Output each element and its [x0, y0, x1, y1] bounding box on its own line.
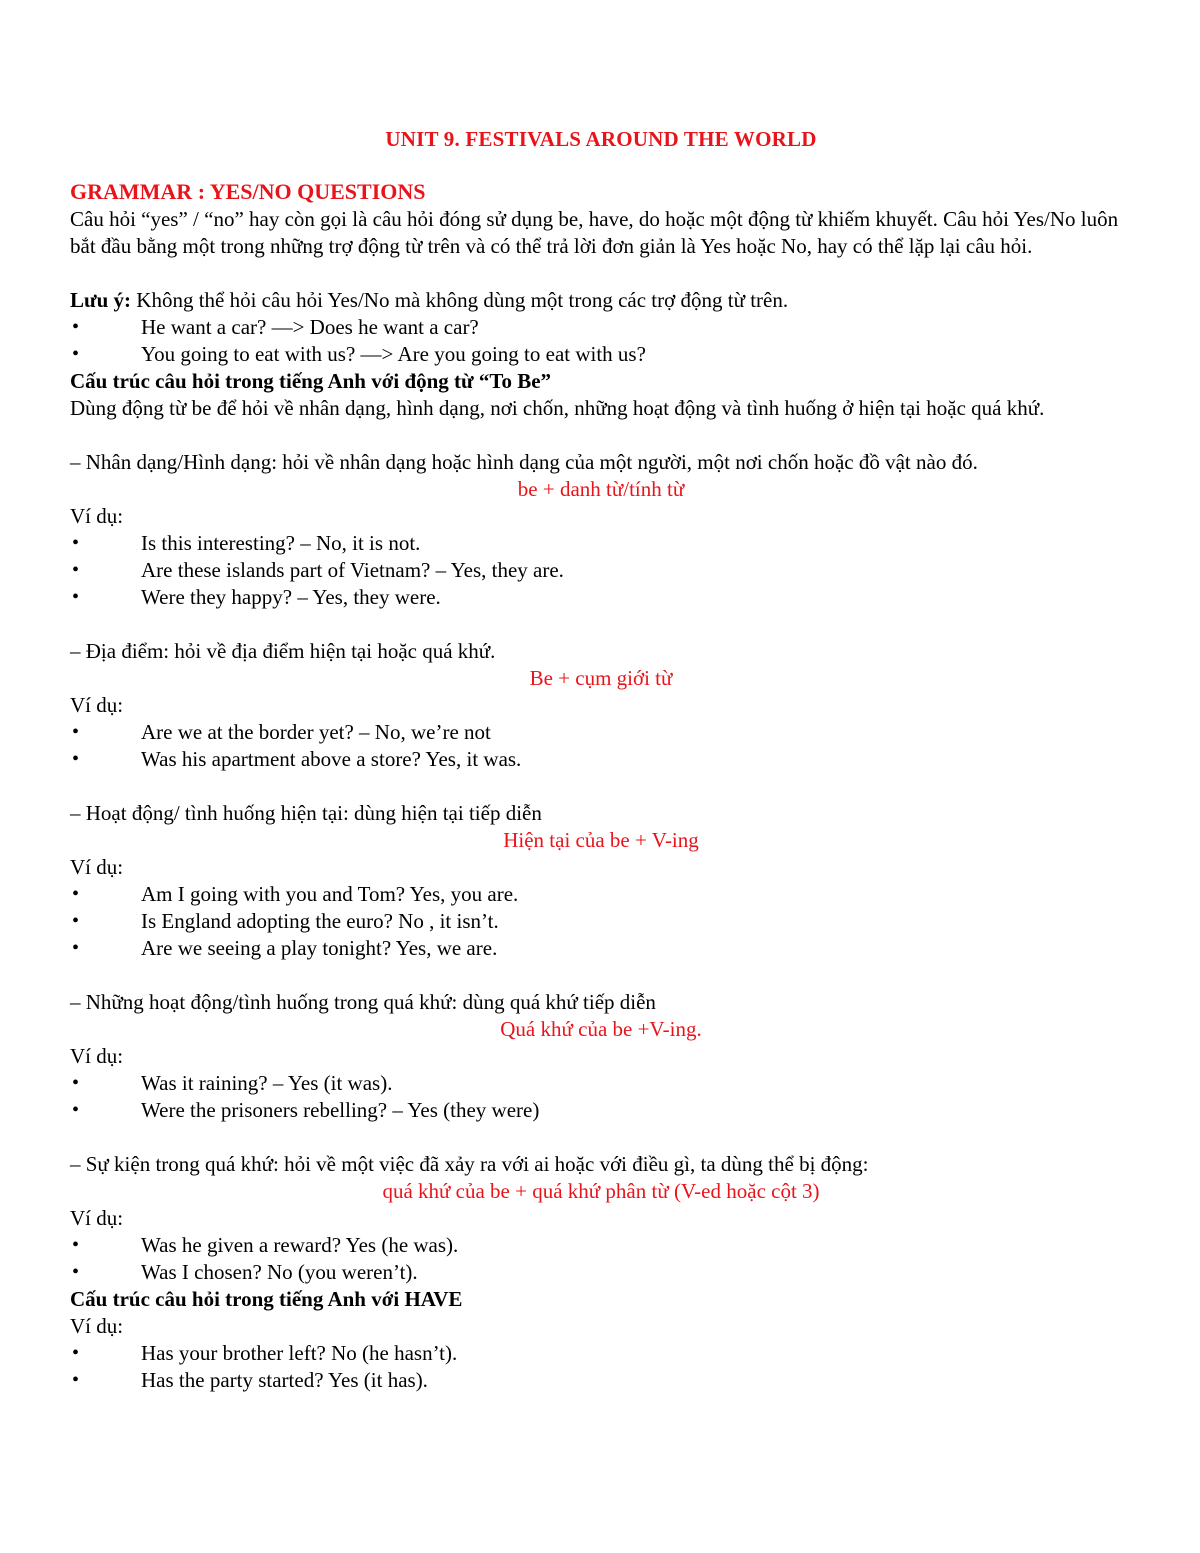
example-label: Ví dụ:: [70, 504, 124, 528]
tobe-description: Dùng động từ be để hỏi về nhân dạng, hình dạng, nơi chốn, những hoạt động và tình huống ở hiện tại hoặc quá khứ.: [70, 396, 1045, 420]
intro-paragraph: Câu hỏi “yes” / “no” hay còn gọi là câu hỏi đóng sử dụng be, have, do hoặc một động từ khiếm khuyết. Câu hỏi Yes/No luôn bắt đầu bằng một trong những trợ động từ trên và có thể trả lời đơn giản là Yes hoặc No, hay có thể lặp lại câu hỏi.: [70, 207, 1119, 258]
list-item: [70, 935, 1132, 962]
section-description: – Nhân dạng/Hình dạng: hỏi về nhân dạng hoặc hình dạng của một người, một nơi chốn hoặc đồ vật nào đó.: [70, 450, 978, 474]
bullet-icon: •: [72, 721, 80, 743]
bullet-icon: •: [72, 586, 80, 608]
bullet-icon: •: [72, 1234, 80, 1256]
list-item: [70, 1097, 1132, 1124]
list-item-text: He want a car? —> Does he want a car?: [141, 315, 479, 339]
tobe-heading: Cấu trúc câu hỏi trong tiếng Anh với động từ “To Be”: [70, 369, 552, 393]
list-item: [70, 1367, 1132, 1394]
example-list: [70, 719, 1132, 773]
list-item-text: Has your brother left? No (he hasn’t).: [141, 1341, 458, 1365]
list-item: [70, 341, 1132, 368]
list-item-text: Was I chosen? No (you weren’t).: [141, 1260, 418, 1284]
list-item-text: Am I going with you and Tom? Yes, you are.: [141, 882, 519, 906]
list-item-text: Has the party started? Yes (it has).: [141, 1368, 428, 1392]
note-bullet-list: [70, 314, 1132, 368]
example-label: Ví dụ:: [70, 855, 124, 879]
spacer: [70, 422, 1132, 449]
list-item: [70, 1232, 1132, 1259]
bullet-icon: •: [72, 343, 80, 365]
spacer: [70, 962, 1132, 989]
list-item-text: Is England adopting the euro? No , it isn’t.: [141, 909, 499, 933]
example-list: [70, 881, 1132, 962]
example-label: Ví dụ:: [70, 1314, 124, 1338]
section-description: – Những hoạt động/tình huống trong quá khứ: dùng quá khứ tiếp diễn: [70, 990, 656, 1014]
list-item: [70, 881, 1132, 908]
note-text: Không thể hỏi câu hỏi Yes/No mà không dùng một trong các trợ động từ trên.: [131, 288, 789, 312]
document-content: [70, 124, 1132, 1394]
note-label: Lưu ý:: [70, 288, 132, 312]
list-item: [70, 584, 1132, 611]
formula: be + danh từ/tính từ: [517, 477, 685, 501]
spacer: [70, 611, 1132, 638]
list-item: [70, 908, 1132, 935]
list-item-text: Were they happy? – Yes, they were.: [141, 585, 441, 609]
list-item-text: Are we at the border yet? – No, we’re not: [141, 720, 491, 744]
bullet-icon: •: [72, 1369, 80, 1391]
bullet-icon: •: [72, 316, 80, 338]
example-list: [70, 1340, 1132, 1394]
formula: Be + cụm giới từ: [529, 666, 673, 690]
bullet-icon: •: [72, 1099, 80, 1121]
section-description: – Hoạt động/ tình huống hiện tại: dùng hiện tại tiếp diễn: [70, 801, 542, 825]
bullet-icon: •: [72, 748, 80, 770]
list-item-text: Were the prisoners rebelling? – Yes (they were): [141, 1098, 540, 1122]
list-item: [70, 314, 1132, 341]
list-item: [70, 557, 1132, 584]
example-list: [70, 1070, 1132, 1124]
list-item: [70, 746, 1132, 773]
example-label: Ví dụ:: [70, 693, 124, 717]
list-item-text: Was he given a reward? Yes (he was).: [141, 1233, 459, 1257]
list-item-text: Is this interesting? – No, it is not.: [141, 531, 421, 555]
bullet-icon: •: [72, 559, 80, 581]
formula: quá khứ của be + quá khứ phân từ (V-ed hoặc cột 3): [382, 1179, 820, 1203]
list-item-text: You going to eat with us? —> Are you going to eat with us?: [141, 342, 646, 366]
note-paragraph: [70, 287, 1132, 314]
list-item: [70, 530, 1132, 557]
list-item-text: Was his apartment above a store? Yes, it was.: [141, 747, 522, 771]
list-item-text: Are we seeing a play tonight? Yes, we are.: [141, 936, 498, 960]
section-description: – Sự kiện trong quá khứ: hỏi về một việc đã xảy ra với ai hoặc với điều gì, ta dùng thể bị động:: [70, 1152, 869, 1176]
example-list: [70, 530, 1132, 611]
list-item: [70, 719, 1132, 746]
example-label: Ví dụ:: [70, 1206, 124, 1230]
example-label: Ví dụ:: [70, 1044, 124, 1068]
section-description: – Địa điểm: hỏi về địa điểm hiện tại hoặc quá khứ.: [70, 639, 496, 663]
list-item-text: Are these islands part of Vietnam? – Yes, they are.: [141, 558, 564, 582]
example-list: [70, 1232, 1132, 1286]
have-heading: Cấu trúc câu hỏi trong tiếng Anh với HAVE: [70, 1287, 463, 1311]
spacer: [70, 260, 1132, 287]
list-item: [70, 1259, 1132, 1286]
page-title: UNIT 9. FESTIVALS AROUND THE WORLD: [385, 127, 817, 151]
bullet-icon: •: [72, 1261, 80, 1283]
bullet-icon: •: [72, 937, 80, 959]
bullet-icon: •: [72, 1342, 80, 1364]
list-item: [70, 1340, 1132, 1367]
formula: Hiện tại của be + V-ing: [503, 828, 699, 852]
grammar-heading: GRAMMAR : YES/NO QUESTIONS: [70, 179, 426, 204]
bullet-icon: •: [72, 910, 80, 932]
list-item: [70, 1070, 1132, 1097]
bullet-icon: •: [72, 532, 80, 554]
bullet-icon: •: [72, 1072, 80, 1094]
formula: Quá khứ của be +V-ing.: [500, 1017, 702, 1041]
spacer: [70, 773, 1132, 800]
bullet-icon: •: [72, 883, 80, 905]
spacer: [70, 1124, 1132, 1151]
list-item-text: Was it raining? – Yes (it was).: [141, 1071, 393, 1095]
